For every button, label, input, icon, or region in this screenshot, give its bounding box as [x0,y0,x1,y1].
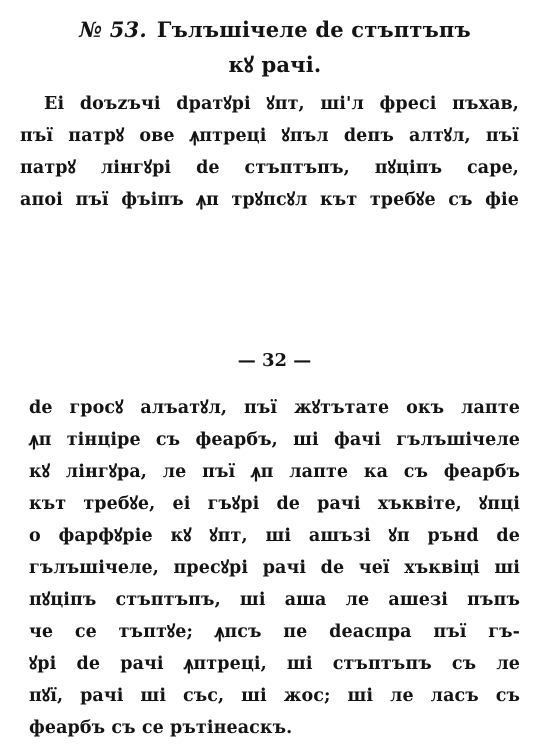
text-line: гълъшічеле, пресꙋрі рачі de чеї хъквіці шi [29,558,520,578]
text-line: пꙋї, рачі шi със, шi жос; шi ле ласъ съ [29,686,520,706]
recipe-heading [30,14,520,46]
recipe-title-line-2: кꙋ рачі. [228,52,322,77]
text-line: че се тъптꙋе; ꙟпсъ пе deаспра пъї гъ- [29,622,520,642]
recipe-title-line-1: Гълъшічеле de стъптъпъ [156,17,471,42]
text-line: ꙋрі de рачі ꙟптреці, шi стъптъпъ съ ле [29,654,520,674]
text-line: апоі пъї фъіпъ ꙟп трꙋпсꙋл кът требꙋе съ фіе [20,190,519,210]
text-line: кꙋ лінгꙋра, ле пъї ꙟп лапте ка съ феарбъ [29,462,520,482]
text-line: феарбъ съ се рътінеаскъ. [29,718,293,738]
text-line: пꙋціпъ стъптъпъ, шi аша ле ашезі пъпъ [29,590,520,610]
text-line: пъї патрꙋ ове ꙟптреці ꙋпъл dепъ алтꙋл, пъї [20,126,519,146]
text-line: патрꙋ лінгꙋрі de стъптъпъ, пꙋціпъ саре, [20,158,519,178]
text-line: Еі doъzъчі dpaтꙋpі ꙋпт, шi'л фреcі пъхав, [44,94,519,114]
text-line: de гросꙋ алъатꙋл, пъї жꙋтътате окъ лапте [29,398,520,418]
text-line: ꙟп тінціре съ феарбъ, шi фачі гълъшічеле [29,430,520,450]
text-line: кът требꙋе, еі гъꙋрі de рачі хъквіте, ꙋпці [29,494,520,514]
text-line: о фарфꙋріе кꙋ ꙋпт, шi ашъзі ꙋп рънd de [29,526,520,546]
recipe-number: № 53. [79,17,147,42]
page-number: — 32 — [237,350,312,371]
